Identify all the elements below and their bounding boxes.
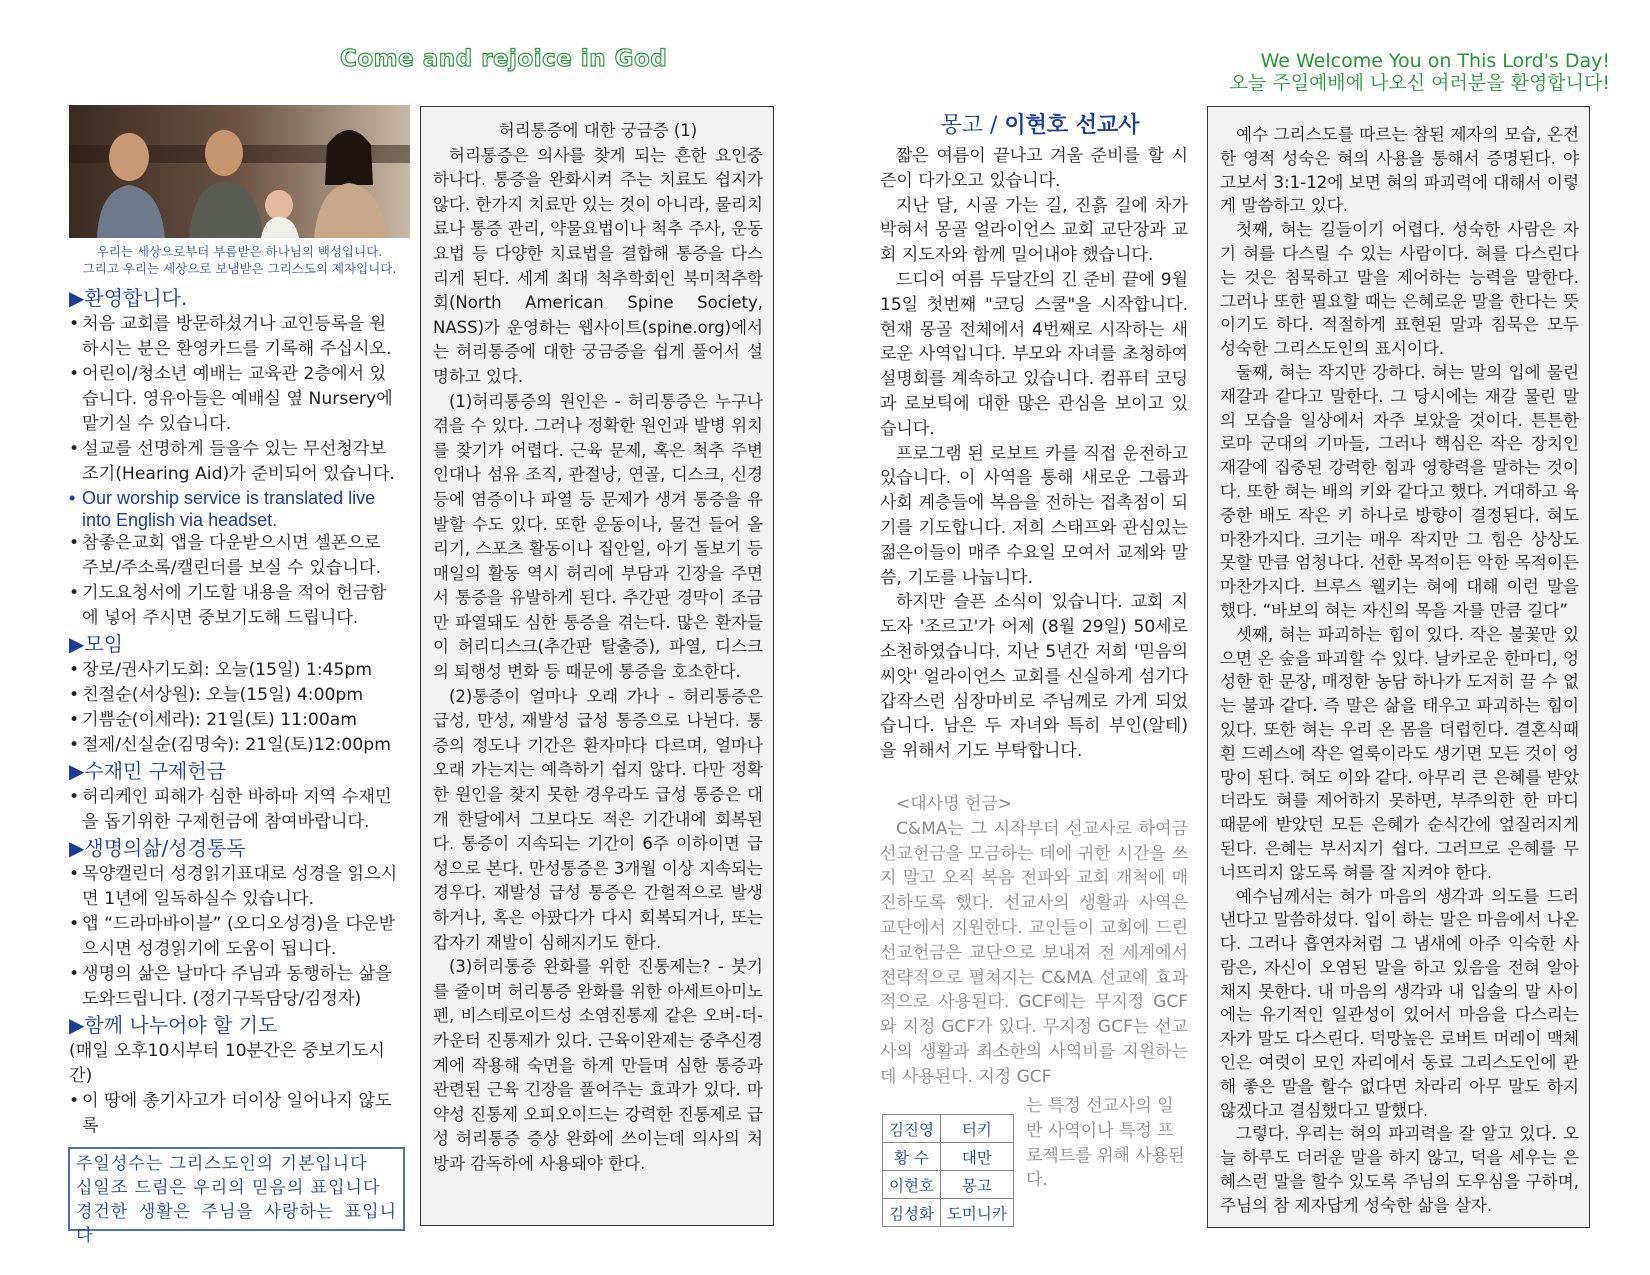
health-paragraph: (2)통증이 얼마나 오래 가나 - 허리통증은 급성, 만성, 재발성 급성 통증으로 나뉜다. 통증의 정도나 기간은 환자마다 다르며, 얼마나 오래 가는지는 예측하기 쉽지 않다. 다만 정확한 원인을 찾지 못한 경우라도 급성 통증은 대개 한달에서 그보다도 적은 기간내에 회복된다. 통증이 지속되는 기간이 6주 이하이면 급성으로 본다. 만성통증은 3개월 이상 지속되는 경우다. 재발성 급성 통증은 간헐적으로 발생하거나, 혹은 아팠다가 다시 회복되거나, 또는 갑자기 재발이 심해지기도 한다. xyxy=(433,686,763,952)
health-paragraph: 허리통증은 의사를 찾게 되는 흔한 요인중 하나다. 통증을 완화시켜 주는 치료도 쉽지가 않다. 한가지 치료만 있는 것이 아니라, 물리치료나 통증 관리, 약물요법이나 척추 주사, 운동요법 등 다양한 치료법을 결합해 통증을 다스리게 된다. 세계 최대 척추학회인 북미척추학회(North American Spine Society, NASS)가 운영하는 웹사이트(spine.org)에서는 허리통증에 대한 궁금증을 쉽게 풀어서 설명하고 있다. xyxy=(433,145,763,386)
header-right-english: We Welcome You on This Lord's Day! xyxy=(1260,50,1610,72)
mission-title xyxy=(880,108,1200,139)
mission-paragraph: 프로그램 된 로보트 카를 직접 운전하고 있습니다. 이 사역을 통해 새로운 그룹과 사회 계층들에 복음을 전하는 접촉점이 되기를 기도합니다. 저희 스태프와 관심있는 젊은이들이 매주 수요일 모여서 교제와 말씀, 기도를 나눕니다. xyxy=(880,443,1188,588)
welcome-item: • 참좋은교회 앱을 다운받으시면 셀폰으로 주보/주소록/캘린더를 보실 수 있습니다. xyxy=(69,531,401,581)
family-photo xyxy=(69,105,410,238)
announcements xyxy=(69,285,401,1139)
mission-title-name: 이현호 선교사 xyxy=(1004,113,1140,138)
header-right xyxy=(1229,50,1610,94)
missionary-country: 도미니카 xyxy=(940,1199,1013,1227)
offering-title: <대사명 헌금> xyxy=(896,793,1013,814)
motto-box xyxy=(68,1147,405,1246)
meeting-item: • 절제/신실순(김명숙): 21일(토)12:00pm xyxy=(69,733,401,758)
prayer-note: (매일 오후10시부터 10분간은 중보기도시간) xyxy=(69,1041,385,1086)
meeting-item: • 장로/권사기도회: 오늘(15일) 1:45pm xyxy=(69,658,401,683)
mission-paragraph: 짧은 여름이 끝나고 겨울 준비를 할 시즌이 다가오고 있습니다. xyxy=(880,146,1188,191)
meeting-item: • 친절순(서상원): 오늘(15일) 4:00pm xyxy=(69,683,401,708)
missionary-name: 황 수 xyxy=(883,1143,941,1171)
meditation-paragraph: 셋째, 혀는 파괴하는 힘이 있다. 작은 불꽃만 있으면 온 숲을 파괴할 수 있다. 날카로운 한마디, 엉성한 한 문장, 매정한 농담 하나가 도저히 끌 수 없는 불과 같다. 즉 말은 삶을 태우고 파괴하는 힘이 있다. 또한 혀는 우리 온 몸을 더럽힌다. 결혼식때 흰 드레스에 작은 얼룩이라도 생기면 모든 것이 엉망이 된다. 혀도 이와 같다. 아무리 큰 은혜를 받았더라도 혀를 제어하지 못하면, 부주의한 한 마디 때문에 받았던 모든 은혜가 순식간에 엎질러지게 된다. 은혜는 부서지기 쉽다. 그러므로 은혜를 무너뜨리지 않도록 혀를 잘 지켜야 한다. xyxy=(1220,624,1579,882)
relief-item: • 허리케인 피해가 심한 바하마 지역 수재민을 돕기위한 구제헌금에 참여바랍니다. xyxy=(69,785,401,835)
table-row xyxy=(883,1171,1014,1199)
offering-text: C&MA는 그 시작부터 선교사로 하여금 선교헌금을 모금하는 데에 귀한 시간을 쓰지 말고 오직 복음 전파와 교회 개척에 매진하도록 했다. 선교사의 생활과 사역은 교단에서 지원한다. 교인들이 교회에 드린 선교헌금은 교단으로 보내져 전 세계에서 전략적으로 펼쳐지는 C&MA 선교에 효과적으로 사용된다. GCF에는 무지정 GCF와 지정 GCF가 있다. 무지정 GCF는 선교사의 생활과 최소한의 사역비를 지원하는데 사용된다. 지정 GCF xyxy=(880,818,1188,1087)
missionary-table xyxy=(882,1114,1014,1227)
caption-line-1: 우리는 세상으로부터 부름받은 하나님의 백성입니다. xyxy=(96,244,383,259)
bible-heading: ▶생명의삶/성경통독 xyxy=(69,836,246,860)
meditation-paragraph: 첫째, 혀는 길들이기 어렵다. 성숙한 사람은 자기 혀를 다스릴 수 있는 사람이다. 혀를 다스린다는 것은 침묵하고 말을 제어하는 능력을 말한다. 그러나 또한 필요할 때는 은혜로운 말을 한다는 뜻이기도 하다. 적절하게 표현된 말과 침묵은 모두 성숙한 그리스도인의 표시이다. xyxy=(1220,220,1579,359)
welcome-heading: ▶환영합니다. xyxy=(69,286,188,310)
welcome-item: • 기도요청서에 기도할 내용을 적어 헌금함에 넣어 주시면 중보기도해 드립니다. xyxy=(69,581,401,631)
mission-title-country: 몽고 / xyxy=(940,113,1005,138)
prayer-heading: ▶함께 나누어야 할 기도 xyxy=(69,1013,278,1037)
mission-paragraph: 지난 달, 시골 가는 길, 진흙 길에 차가 박혀서 몽골 얼라이언스 교회 교단장과 교회 지도자와 함께 밀어내야 했습니다. xyxy=(880,195,1188,266)
header-right-korean: 오늘 주일예배에 나오신 여러분을 환영합니다! xyxy=(1229,72,1610,94)
relief-heading: ▶수재민 구제헌금 xyxy=(69,759,226,783)
health-article-box xyxy=(420,106,774,1226)
health-article-title: 허리통증에 대한 궁금증 (1) xyxy=(498,121,698,140)
header-left-title: Come and rejoice in God xyxy=(340,46,668,72)
missionary-country: 몽고 xyxy=(940,1171,1013,1199)
bible-item: • 생명의 삶은 날마다 주님과 동행하는 삶을 도와드립니다. (정기구독담당/김정자) xyxy=(69,962,401,1012)
meditation-box xyxy=(1207,106,1590,1228)
meditation-paragraph: 그렇다. 우리는 혀의 파괴력을 잘 알고 있다. 오늘 하루도 더러운 말을 하지 않고, 덕을 세우는 은혜스런 말을 할수 있도록 주님의 도우심을 구하며, 주님의 참 제자답게 성숙한 삶을 살자. xyxy=(1220,1124,1579,1215)
missionary-name: 김성화 xyxy=(883,1199,941,1227)
meetings-heading: ▶모임 xyxy=(69,632,124,656)
welcome-item: • 처음 교회를 방문하셨거나 교인등록을 원하시는 분은 환영카드를 기록해 주십시오. xyxy=(69,312,401,362)
meditation-paragraph: 예수 그리스도를 따르는 참된 제자의 모습, 온전한 영적 성숙은 혀의 사용을 통해서 증명된다. 야고보서 3:1-12에 보면 혀의 파괴력에 대해서 이렇게 말씀하고 있다. xyxy=(1220,125,1579,216)
motto-line-3: 경건한 생활은 주님을 사랑하는 표입니다 xyxy=(76,1202,397,1246)
table-row xyxy=(883,1199,1014,1227)
bible-item: • 목양캘린더 성경읽기표대로 성경을 읽으시면 1년에 일독하실수 있습니다. xyxy=(69,862,401,912)
meditation-paragraph: 둘째, 혀는 작지만 강하다. 혀는 말의 입에 물린 재갈과 같다고 말한다. 그 당시에는 재갈 물린 말의 모습을 일상에서 자주 보았을 것이다. 튼튼한 로마 군대의 기마들, 그러나 핵심은 작은 장치인 재갈에 집중된 강력한 힘과 영향력을 말하는 것이다. 또한 혀는 배의 키와 같다고 했다. 거대하고 육중한 배도 작은 키 하나로 방향이 결정된다. 혀도 마찬가지다. 크기는 매우 작지만 그 힘은 상상도 못할 만큼 엄청나다. 선한 목적이든 악한 목적이든 마찬가지다. 브루스 웰키는 혀에 대해 이런 말을 했다. “바보의 혀는 자신의 목을 자를 만큼 길다” xyxy=(1220,362,1579,620)
table-row xyxy=(883,1115,1014,1143)
english-translation-note: • Our worship service is translated live into English via headset. xyxy=(69,487,401,531)
meditation-paragraph: 예수님께서는 혀가 마음의 생각과 의도를 드러낸다고 말씀하셨다. 입이 하는 말은 마음에서 나온다. 그러나 흡연자처럼 그 냄새에 아주 익숙한 사람은, 자신이 오염된 말을 하고 있음을 전혀 알아채지 못한다. 내 마음의 생각과 내 입술의 말 사이에는 유기적인 일관성이 있어서 마음을 다스리는 자가 말도 다스린다. 덕망높은 로버트 머레이 맥체인은 여럿이 모인 자리에서 동료 그리스도인에 관해 좋은 말을 할수 없다면 차라리 아무 말도 하지 않겠다고 결심했다고 말했다. xyxy=(1220,886,1579,1120)
offering-text-tail: 는 특정 선교사의 일반 사역이나 특정 프로젝트를 위해 사용된다. xyxy=(1026,1096,1185,1191)
missionary-country: 대만 xyxy=(940,1143,1013,1171)
photo-caption xyxy=(69,243,410,277)
mission-paragraph: 하지만 슬픈 소식이 있습니다. 교회 지도자 '조르고'가 어제 (8월 29일) 50세로 소천하였습니다. 지난 5년간 저희 '믿음의 씨앗' 얼라이언스 교회를 신실하게 섬기다 갑작스런 심장마비로 주님께로 가게 되었습니다. 남은 두 자녀와 특히 부인(알테)을 위해서 기도 부탁합니다. xyxy=(880,592,1188,762)
missionary-country: 터키 xyxy=(940,1115,1013,1143)
meeting-item: • 기쁨순(이세라): 21일(토) 11:00am xyxy=(69,708,401,733)
welcome-item: • 어린이/청소년 예배는 교육관 2층에서 있습니다. 영유아들은 예배실 옆 Nursery에 맡기실 수 있습니다. xyxy=(69,362,401,437)
mission-report xyxy=(880,144,1188,1089)
bible-item: • 앱 “드라마바이블” (오디오성경)을 다운받으시면 성경읽기에 도움이 됩니다. xyxy=(69,912,401,962)
table-row xyxy=(883,1143,1014,1171)
motto-line-1: 주일성수는 그리스도인의 기본입니다 xyxy=(76,1154,368,1174)
caption-line-2: 그리고 우리는 세상으로 보냄받은 그리스도의 제자입니다. xyxy=(82,261,397,276)
health-paragraph: (3)허리통증 완화를 위한 진통제는? - 붓기를 줄이며 허리통증 완화를 위한 아세트아미노펜, 비스테로이드성 소염진통제 같은 오버-더-카운터 진통제가 있다. 근육이완제는 중추신경계에 작용해 숙면을 하게 만들며 심한 통증과 관련된 근육 긴장을 풀어주는 효과가 있다. 마약성 진통제 오피오이드는 강력한 진통제로 급성 허리통증 증상 완화에 쓰이는데 의사의 처방과 감독하에 사용돼야 한다. xyxy=(433,957,763,1173)
health-paragraph: (1)허리통증의 원인은 - 허리통증은 누구나 겪을 수 있다. 그러나 정확한 원인과 발병 위치를 찾기가 어렵다. 근육 문제, 혹은 척추 주변 인대나 섬유 조직, 관절낭, 연골, 디스크, 신경 등에 염증이나 파열 등 문제가 생겨 통증을 유발할 수도 있다. 또한 운동이나, 물건 들어 올리기, 스포츠 활동이나 집안일, 아기 돌보기 등 매일의 활동 역시 허리에 부담과 긴장을 주면서 통증을 유발하게 된다. 추간판 경막이 조금만 파열돼도 심한 통증을 겪는다. 많은 환자들이 허리디스크(추간판 탈출증), 파열, 디스크의 퇴행성 변화 등 때문에 통증을 호소한다. xyxy=(433,391,763,682)
mission-paragraph: 드디어 여름 두달간의 긴 준비 끝에 9월 15일 첫번째 "코딩 스쿨"을 시작합니다. 현재 몽골 전체에서 4번째로 시작하는 새로운 사역입니다. 부모와 자녀를 초청하여 설명회를 계속하고 있습니다. 컴퓨터 코딩과 로보틱에 대한 많은 관심을 보이고 있습니다. xyxy=(880,269,1188,439)
motto-line-2: 십일조 드림은 우리의 믿음의 표입니다 xyxy=(76,1178,381,1198)
missionary-name: 김진영 xyxy=(883,1115,941,1143)
welcome-item: • 설교를 선명하게 들을수 있는 무선청각보조기(Hearing Aid)가 준비되어 있습니다. xyxy=(69,437,401,487)
prayer-item: • 이 땅에 총기사고가 더이상 일어나지 않도록 xyxy=(69,1089,401,1139)
missionary-name: 이현호 xyxy=(883,1171,941,1199)
